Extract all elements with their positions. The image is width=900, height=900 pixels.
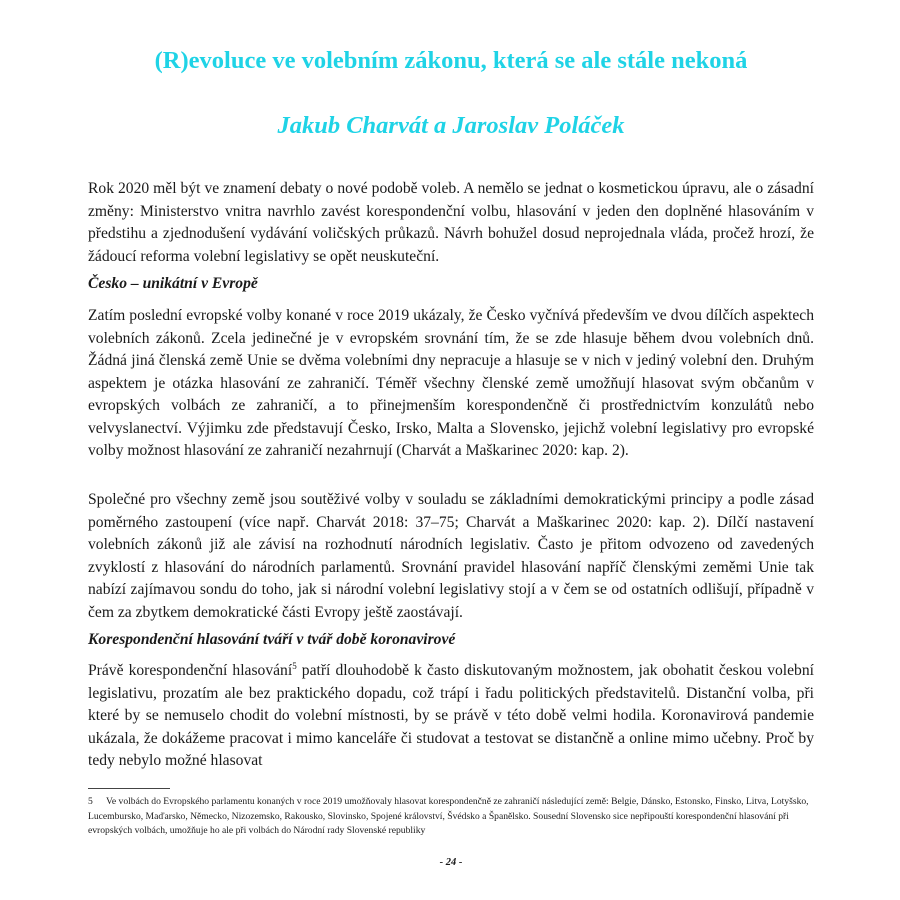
paragraph-postal-voting-rest: patří dlouhodobě k často diskutovaným možnostem, jak obohatit českou volební legislativu, prozatím ale bez praktického dopadu, což trápí i řadu politických představitelů. Distanční volba, při které by se nemuselo chodit do volební místnosti, by se právě v této době velmi hodila. Koronavirová pandemie ukázala, že dokážeme pracovat i mimo kanceláře či studovat a testovat se distančně a online mimo učebny. Proč by tedy nebylo možné hlasovat [88, 662, 814, 769]
footnote [88, 795, 814, 839]
paragraph-postal-voting [88, 660, 814, 773]
paragraph-postal-voting-start: Právě korespondenční hlasování [88, 662, 293, 679]
footnote-reference[interactable]: 5 [292, 660, 297, 671]
page-number: - 24 - [439, 857, 463, 868]
article-authors: Jakub Charvát a Jaroslav Poláček [277, 112, 625, 139]
footnote-text: Ve volbách do Evropského parlamentu konaných v roce 2019 umožňovaly hlasovat korespondenčně ze zahraničí následující země: Belgie, Dánsko, Estonsko, Finsko, Litva, Lotyšsko, Lucembursko, Maďarsko, Německo, Nizozemsko, Rakousko, Slovinsko, Spojené království, Švédsko a Španělsko. Sousední Slovensko sice nepřipouští korespondenční hlasování při evropských volbách, umožňuje ho ale při volbách do Národní rady Slovenské republiky [88, 796, 809, 836]
section-heading-postal-voting: Korespondenční hlasování tváří v tvář době koronavirové [88, 631, 456, 648]
section-heading-czechia-unique: Česko – unikátní v Evropě [88, 275, 258, 292]
paragraph-european-elections: Zatím poslední evropské volby konané v roce 2019 ukázaly, že Česko vyčnívá především ve dvou dílčích aspektech volebních zákonů. Zcela jedinečné je v evropském srovnání tím, že se zde hlasuje během dvou volebních dnů. Žádná jiná členská země Unie se dvěma volebními dny nepracuje a hlasuje se v nich v jediný volební den. Druhým aspektem je otázka hlasování ze zahraničí. Téměř všechny členské země umožňují hlasovat svým občanům v evropských volbách ze zahraničí, a to přinejmenším korespondenčně či prostřednictvím konzulátů nebo velvyslanectví. Výjimku zde představují Česko, Irsko, Malta a Slovensko, jejichž volební legislativy pro evropské volby možnost hlasování ze zahraničí nezahrnují (Charvát a Maškarinec 2020: kap. 2). [88, 307, 814, 459]
document-page [88, 0, 814, 900]
paragraph-intro: Rok 2020 měl být ve znamení debaty o nové podobě voleb. A nemělo se jednat o kosmetickou úpravu, ale o zásadní změny: Ministerstvo vnitra navrhlo zavést korespondenční volbu, hlasování v jeden den doplněné hlasováním v předstihu a zjednodušení vydávání voličských průkazů. Návrh bohužel dosud neprojednala vláda, pročež hrozí, že žádoucí reforma volební legislativy se opět neuskuteční. [88, 180, 814, 265]
paragraph-common-principles: Společné pro všechny země jsou soutěživé volby v souladu se základními demokratickými principy a podle zásad poměrného zastoupení (více např. Charvát 2018: 37–75; Charvát a Maškarinec 2020: kap. 2). Dílčí nastavení volebních zákonů již ale závisí na rozhodnutí národních legislativ. Často je přitom odvozeno od zavedených zvyklostí z hlasování do národních parlamentů. Srovnání pravidel hlasování napříč členskými zeměmi Unie tak nabízí zajímavou sondu do toho, jak si národní volební legislativy stojí a v čem se od ostatních odlišují, případně v čem za zbytkem demokratické části Evropy ještě zaostávají. [88, 491, 814, 621]
footnote-separator [88, 788, 170, 789]
footnote-number: 5 [88, 796, 93, 807]
article-title: (R)evoluce ve volebním zákonu, která se ale stále nekoná [154, 47, 748, 74]
